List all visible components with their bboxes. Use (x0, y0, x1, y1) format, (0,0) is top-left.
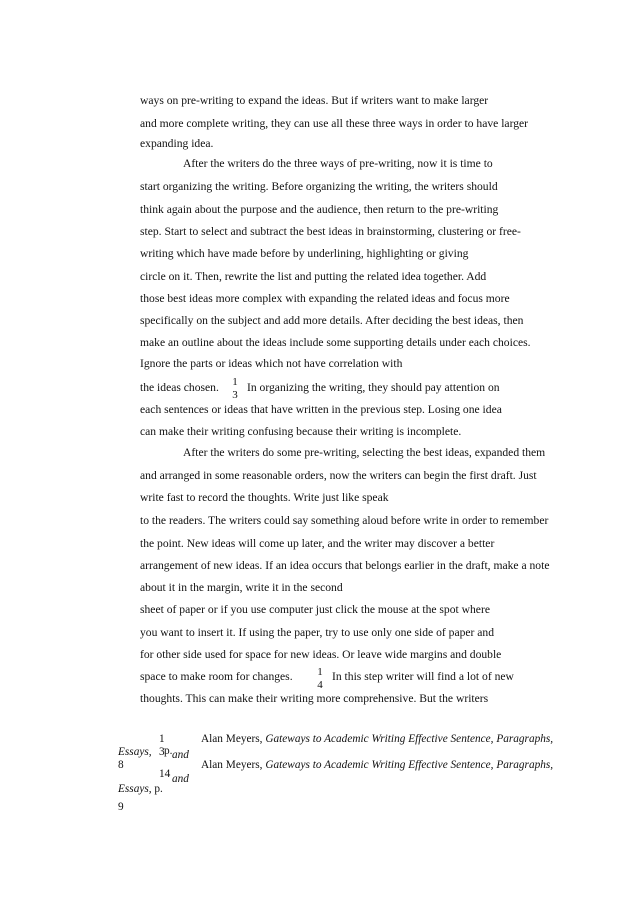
body-line: ways on pre-writing to expand the ideas. But if writers want to make larger (140, 94, 489, 107)
body-line: circle on it. Then, rewrite the list and putting the related idea together. Add (140, 270, 487, 283)
footnote-and (172, 773, 189, 786)
body-line: the point. New ideas will come up later, and the writer may discover a better (140, 537, 495, 550)
body-line: write fast to record the thoughts. Write just like speak (140, 491, 389, 504)
footnote-page-label: p. (154, 783, 163, 795)
body-line: to the readers. The writers could say something aloud before write in order to remember (140, 514, 549, 527)
body-line: for other side used for space for new ideas. Or leave wide margins and double (140, 648, 502, 661)
body-line: and more complete writing, they can use all these three ways in order to have larger (140, 117, 529, 130)
body-line: each sentences or ideas that have written in the previous step. Losing one idea (140, 403, 502, 416)
body-line: space to make room for changes. (140, 670, 293, 683)
body-line: Ignore the parts or ideas which not have correlation with (140, 357, 403, 370)
footnote-title: Gateways to Academic Writing Effective Sentence, Paragraphs, (265, 759, 554, 771)
footnote-author: Alan Meyers, (201, 733, 263, 745)
footnote-ref: 4 (317, 679, 323, 691)
footnote-number: 1 (159, 733, 165, 745)
body-line: start organizing the writing. Before organizing the writing, the writers should (140, 180, 498, 193)
body-line: In this step writer will find a lot of new (332, 670, 514, 683)
body-line: In organizing the writing, they should pay attention on (247, 381, 500, 394)
footnote-number: 3 (159, 746, 165, 758)
body-line: the ideas chosen. (140, 381, 219, 394)
footnote-essays-label: Essays, (118, 746, 152, 758)
body-line: After the writers do some pre-writing, selecting the best ideas, expanded them (183, 446, 546, 459)
footnote-page-number: 9 (118, 801, 124, 813)
body-line: writing which have made before by underlining, highlighting or giving (140, 247, 469, 260)
footnote-essays-label: Essays, (118, 783, 152, 795)
body-line: can make their writing confusing because their writing is incomplete. (140, 425, 462, 438)
body-line: thoughts. This can make their writing more comprehensive. But the writers (140, 692, 489, 705)
footnote-ref: 1 (317, 666, 323, 678)
body-line: expanding idea. (140, 137, 214, 150)
body-line: those best ideas more complex with expanding the related ideas and focus more (140, 292, 510, 305)
footnote-author: Alan Meyers, (201, 759, 263, 771)
footnote-page-label: p. (164, 745, 173, 757)
body-line: you want to insert it. If using the paper, try to use only one side of paper and (140, 626, 495, 639)
footnote-text (201, 759, 553, 772)
body-line: specifically on the subject and add more details. After deciding the best ideas, then (140, 314, 524, 327)
footnote-text (201, 733, 553, 746)
footnote-title: Gateways to Academic Writing Effective Sentence, Paragraphs, (265, 733, 554, 745)
footnote-and-text: and (172, 749, 189, 761)
body-line: arrangement of new ideas. If an idea occurs that belongs earlier in the draft, make a note (140, 559, 550, 572)
footnote-page-number: 8 (118, 759, 124, 771)
body-line: sheet of paper or if you use computer just click the mouse at the spot where (140, 603, 490, 616)
footnote-and-text: and (172, 773, 189, 785)
body-line: step. Start to select and subtract the best ideas in brainstorming, clustering or free- (140, 225, 521, 238)
footnote-essays (118, 746, 152, 759)
footnote-ref: 3 (232, 389, 238, 401)
body-line: After the writers do the three ways of pre-writing, now it is time to (183, 157, 493, 170)
body-line: think again about the purpose and the audience, then return to the pre-writing (140, 203, 499, 216)
footnote-essays (118, 783, 163, 796)
body-line: make an outline about the ideas include some supporting details under each choices. (140, 336, 531, 349)
body-line: and arranged in some reasonable orders, now the writers can begin the first draft. Just (140, 469, 537, 482)
footnote-number: 14 (159, 768, 171, 780)
footnote-and (172, 749, 189, 762)
footnote-ref: 1 (232, 376, 238, 388)
body-line: about it in the margin, write it in the second (140, 581, 343, 594)
